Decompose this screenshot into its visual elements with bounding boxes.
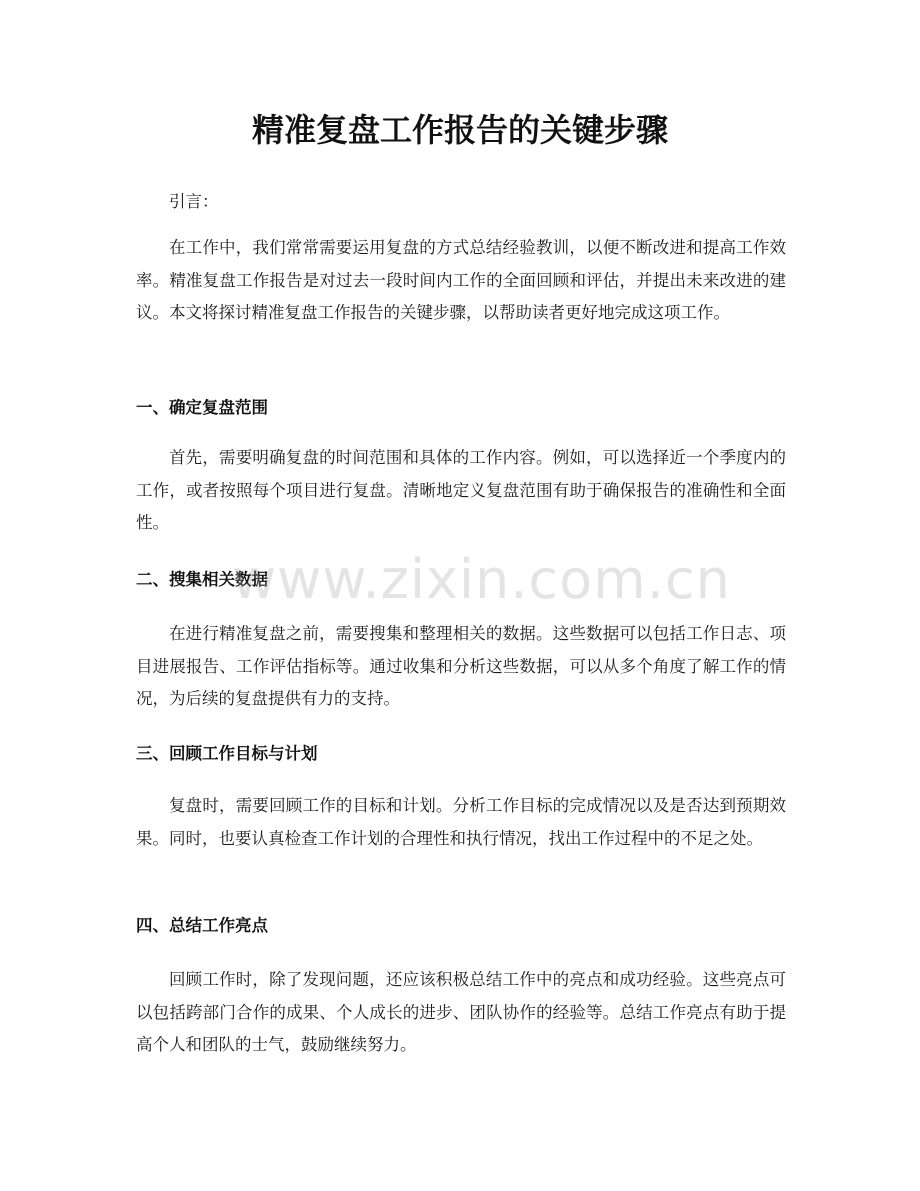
section-body-3: 复盘时，需要回顾工作的目标和计划。分析工作目标的完成情况以及是否达到预期效果。同时，也要认真检查工作计划的合理性和执行情况，找出工作过程中的不足之处。 <box>136 796 786 848</box>
section-heading-2: 二、搜集相关数据 <box>136 570 268 589</box>
section-body-1: 首先，需要明确复盘的时间范围和具体的工作内容。例如，可以选择近一个季度内的工作，或者按照每个项目进行复盘。清晰地定义复盘范围有助于确保报告的准确性和全面性。 <box>136 448 786 532</box>
section-body-2: 在进行精准复盘之前，需要搜集和整理相关的数据。这些数据可以包括工作日志、项目进展报告、工作评估指标等。通过收集和分析这些数据，可以从多个角度了解工作的情况，为后续的复盘提供有力的支持。 <box>136 624 786 708</box>
section-heading-3: 三、回顾工作目标与计划 <box>136 744 318 763</box>
document-title: 精准复盘工作报告的关键步骤 <box>251 111 668 149</box>
section-body-4: 回顾工作时，除了发现问题，还应该积极总结工作中的亮点和成功经验。这些亮点可以包括跨部门合作的成果、个人成长的进步、团队协作的经验等。总结工作亮点有助于提高个人和团队的士气，鼓励继续努力。 <box>136 970 786 1054</box>
watermark: www.zixin.com.cn <box>232 548 731 611</box>
intro-label: 引言： <box>169 192 219 211</box>
intro-paragraph: 在工作中，我们常常需要运用复盘的方式总结经验教训，以便不断改进和提高工作效率。精准复盘工作报告是对过去一段时间内工作的全面回顾和评估，并提出未来改进的建议。本文将探讨精准复盘工作报告的关键步骤，以帮助读者更好地完成这项工作。 <box>136 238 786 322</box>
section-heading-1: 一、确定复盘范围 <box>136 398 268 417</box>
section-heading-4: 四、总结工作亮点 <box>136 916 268 935</box>
